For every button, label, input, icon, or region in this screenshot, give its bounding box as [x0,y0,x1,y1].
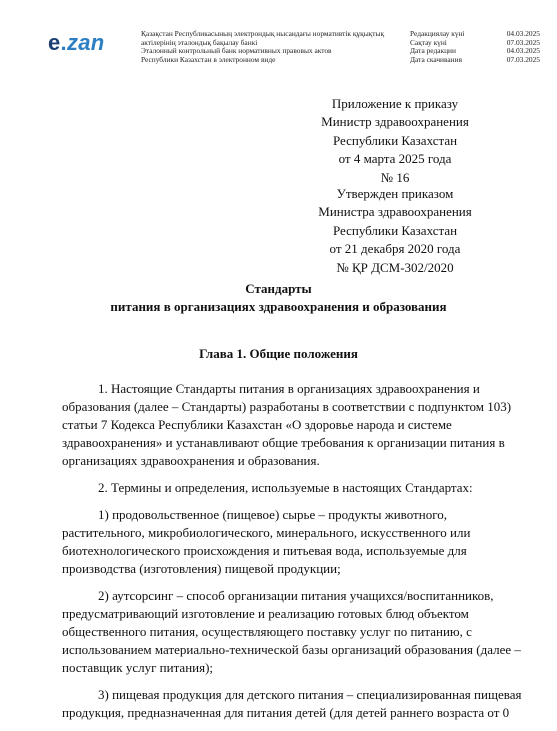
text-line: поставщик услуг питания); [62,660,214,675]
paragraph [62,506,510,578]
appendix-line: Республики Казахстан [332,132,458,148]
text-line: 1. Настоящие Стандарты питания в организациях здравоохранения и [98,381,480,396]
text-line: общественного питания, осуществляющего поставку услуг по питанию, с [62,624,472,639]
appendix-line: Министр здравоохранения [321,114,469,130]
text-line: предусматривающий изготовление и реализацию готовых блюд объектом [62,606,469,621]
title-line: питания в организациях здравоохранения и образования [110,299,447,315]
text-line: организациях здравоохранения и образования. [62,453,320,468]
document-dates [410,30,540,64]
date-row [410,56,540,65]
order-appendix-block [270,95,520,187]
date-value: 07.03.2025 [506,37,540,47]
registry-line: актілерінің эталондық бақылау банкі [141,37,258,47]
document-body [62,380,522,731]
text-line: здравоохранения» и устанавливают общие требования к организации питания в [62,435,505,450]
text-line: 2) аутсорсинг – способ организации питания учащихся/воспитанников, [98,588,494,603]
ezan-logo: e.zan [48,30,105,55]
text-line: 1) продовольственное (пищевое) сырье – продукты животного, [98,507,447,522]
paragraph [62,587,521,677]
text-line: продукция, предназначенная для питания детей (для детей раннего возраста от 0 [62,705,510,720]
date-value: 07.03.2025 [506,54,540,64]
document-header [0,0,557,72]
registry-line: Республики Казахстан в электронном виде [141,54,276,64]
registry-line: Қазақстан Республикасының электрондық нысандағы нормативтік құқықтық [141,29,385,38]
text-line: 3) пищевая продукция для детского питания – специализированная пищевая [98,687,522,702]
text-line: растительного, микробиологического, минерального, искусственного или [62,525,471,540]
registry-description [141,30,391,64]
text-line: использованием материально-технической базы организаций образования (далее – [62,642,521,657]
text-line: биотехнологического происхождения и питьевая вода, используемые для [62,543,467,558]
date-label: Дата редакции [410,46,456,56]
paragraph [62,479,510,497]
paragraph [62,686,522,722]
text-line: образования (далее – Стандарты) разработаны в соответствии с подпунктом 103) [62,399,512,414]
approval-line: от 21 декабря 2020 года [329,241,461,257]
title-line: Стандарты [245,281,312,296]
date-label: Дата скачивания [410,54,462,64]
approval-line: Министра здравоохранения [318,204,472,220]
date-label: Сақтау күні [410,37,447,47]
approval-line: Республики Казахстан [332,222,458,238]
chapter-heading: Глава 1. Общие положения [199,346,358,361]
text-line: статьи 7 Кодекса Республики Казахстан «О здоровье народа и системе [62,417,452,432]
appendix-line: от 4 марта 2025 года [338,151,452,167]
appendix-line: Приложение к приказу [331,96,459,111]
registry-line: Эталонный контрольный банк нормативных правовых актов [141,46,332,56]
paragraph [62,380,510,470]
approval-block [270,185,520,277]
document-title [0,280,557,317]
text-line: 2. Термины и определения, используемые в настоящих Стандартах: [98,480,473,495]
approval-line: № ҚР ДСМ-302/2020 [336,259,454,275]
appendix-line: № 16 [380,169,410,185]
approval-line: Утвержден приказом [336,186,454,201]
date-label: Редакциялау күні [410,29,465,38]
text-line: производства (изготовления) пищевой продукции; [62,561,341,576]
date-value: 04.03.2025 [506,29,540,38]
date-value: 04.03.2025 [506,46,540,56]
